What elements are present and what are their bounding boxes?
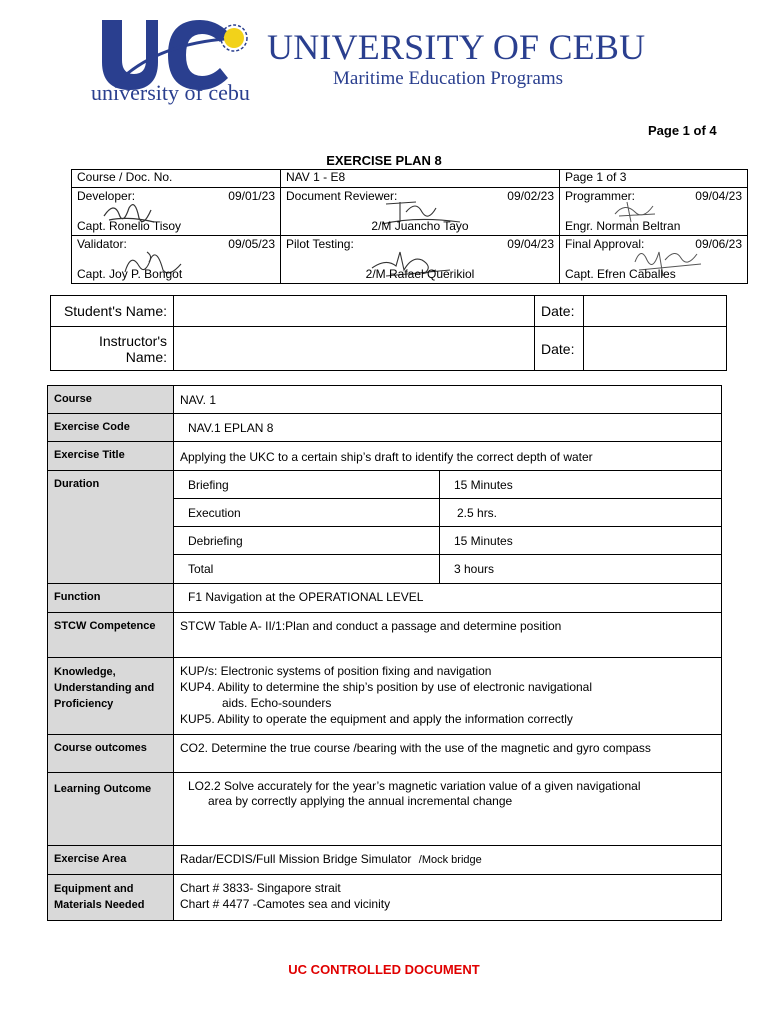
exercise-plan-title: EXERCISE PLAN 8 <box>326 153 442 168</box>
kup-line: KUP4. Ability to determine the ship’s position by use of electronic navigational <box>180 680 593 694</box>
controlled-document-footer: UC CONTROLLED DOCUMENT <box>288 962 480 977</box>
program-name: Maritime Education Programs <box>333 68 564 89</box>
equipment-line: Chart # 4477 -Camotes sea and vicinity <box>180 897 391 911</box>
function-label: Function <box>48 584 174 613</box>
stcw-label: STCW Competence <box>48 613 174 658</box>
duration-time: 2.5 hrs. <box>440 499 722 527</box>
function-value: F1 Navigation at the OPERATIONAL LEVEL <box>174 584 722 613</box>
reviewer-date: 09/02/23 <box>507 189 554 203</box>
exercise-code-value: NAV.1 EPLAN 8 <box>174 414 722 442</box>
kup-label-line: Understanding and <box>54 682 155 694</box>
course-value: NAV. 1 <box>174 386 722 414</box>
pilot-date: 09/04/23 <box>507 237 554 251</box>
exercise-code-label: Exercise Code <box>48 414 174 442</box>
exercise-area-value <box>174 846 722 875</box>
developer-label: Developer: <box>77 189 136 203</box>
course-outcomes-label: Course outcomes <box>48 735 174 773</box>
student-info-table <box>50 295 727 371</box>
kup-label-line: Proficiency <box>54 698 114 710</box>
approval-name: Capt. Efren Caballes <box>565 267 676 281</box>
stcw-value: STCW Table A- II/1:Plan and conduct a passage and determine position <box>174 613 722 658</box>
approval-label: Final Approval: <box>565 237 645 251</box>
duration-phase: Total <box>174 555 440 584</box>
approval-cell <box>560 236 748 284</box>
duration-time: 15 Minutes <box>440 471 722 499</box>
course-doc-value: NAV 1 - E8 <box>281 170 560 188</box>
exercise-area-main: Radar/ECDIS/Full Mission Bridge Simulator <box>180 852 412 866</box>
exercise-title-label: Exercise Title <box>48 442 174 471</box>
validator-cell <box>72 236 281 284</box>
instructor-name-label: Instructor's Name: <box>51 327 174 371</box>
exercise-area-extra: /Mock bridge <box>418 854 482 866</box>
reviewer-label: Document Reviewer: <box>286 189 398 203</box>
kup-line: aids. Echo-sounders <box>222 696 332 710</box>
document-control-table <box>71 169 748 284</box>
course-label: Course <box>48 386 174 414</box>
equipment-label-line: Materials Needed <box>54 899 145 911</box>
learning-outcome-value <box>174 773 722 846</box>
kup-label <box>48 658 174 735</box>
kup-line: KUP5. Ability to operate the equipment and apply the information correctly <box>180 712 573 726</box>
pilot-name: 2/M Rafael Querikiol <box>365 267 475 281</box>
university-name: UNIVERSITY OF CEBU <box>267 27 646 67</box>
equipment-value <box>174 875 722 921</box>
exercise-area-label: Exercise Area <box>48 846 174 875</box>
validator-date: 09/05/23 <box>228 237 275 251</box>
pilot-label: Pilot Testing: <box>286 237 354 251</box>
date-field-1[interactable] <box>584 296 727 327</box>
duration-phase: Execution <box>174 499 440 527</box>
validator-name: Capt. Joy P. Bongot <box>77 267 183 281</box>
programmer-name: Engr. Norman Beltran <box>565 219 681 233</box>
course-outcomes-value: CO2. Determine the true course /bearing with the use of the magnetic and gyro compass <box>174 735 722 773</box>
programmer-cell <box>560 188 748 236</box>
equipment-label-line: Equipment and <box>54 883 134 895</box>
date-label-2: Date: <box>535 327 584 371</box>
date-field-2[interactable] <box>584 327 727 371</box>
duration-phase: Briefing <box>174 471 440 499</box>
student-name-label: Student's Name: <box>51 296 174 327</box>
duration-time: 3 hours <box>440 555 722 584</box>
course-doc-label: Course / Doc. No. <box>72 170 281 188</box>
date-label-1: Date: <box>535 296 584 327</box>
pilot-cell <box>281 236 560 284</box>
student-name-field[interactable] <box>174 296 535 327</box>
exercise-title-value: Applying the UKC to a certain ship’s draft to identify the correct depth of water <box>174 442 722 471</box>
duration-label: Duration <box>48 471 174 584</box>
learning-outcome-label: Learning Outcome <box>48 773 174 846</box>
reviewer-cell <box>281 188 560 236</box>
developer-cell <box>72 188 281 236</box>
approval-date: 09/06/23 <box>695 237 742 251</box>
kup-label-line: Knowledge, <box>54 666 116 678</box>
validator-label: Validator: <box>77 237 127 251</box>
developer-date: 09/01/23 <box>228 189 275 203</box>
equipment-label <box>48 875 174 921</box>
instructor-name-field[interactable] <box>174 327 535 371</box>
equipment-line: Chart # 3833- Singapore strait <box>180 881 341 895</box>
programmer-label: Programmer: <box>565 189 636 203</box>
exercise-details-table <box>47 385 722 921</box>
kup-line: KUP/s: Electronic systems of position fixing and navigation <box>180 664 492 678</box>
doc-page-value: Page 1 of 3 <box>560 170 748 188</box>
lo-line: LO2.2 Solve accurately for the year’s magnetic variation value of a given navigational <box>188 779 641 793</box>
duration-time: 15 Minutes <box>440 527 722 555</box>
lo-line: area by correctly applying the annual incremental change <box>208 794 513 808</box>
developer-name: Capt. Ronelio Tisoy <box>77 219 182 233</box>
reviewer-name: 2/M Juancho Tayo <box>371 219 469 233</box>
kup-value <box>174 658 722 735</box>
page-number: Page 1 of 4 <box>648 123 717 138</box>
programmer-date: 09/04/23 <box>695 189 742 203</box>
logo-text: university of cebu <box>91 80 250 105</box>
duration-phase: Debriefing <box>174 527 440 555</box>
